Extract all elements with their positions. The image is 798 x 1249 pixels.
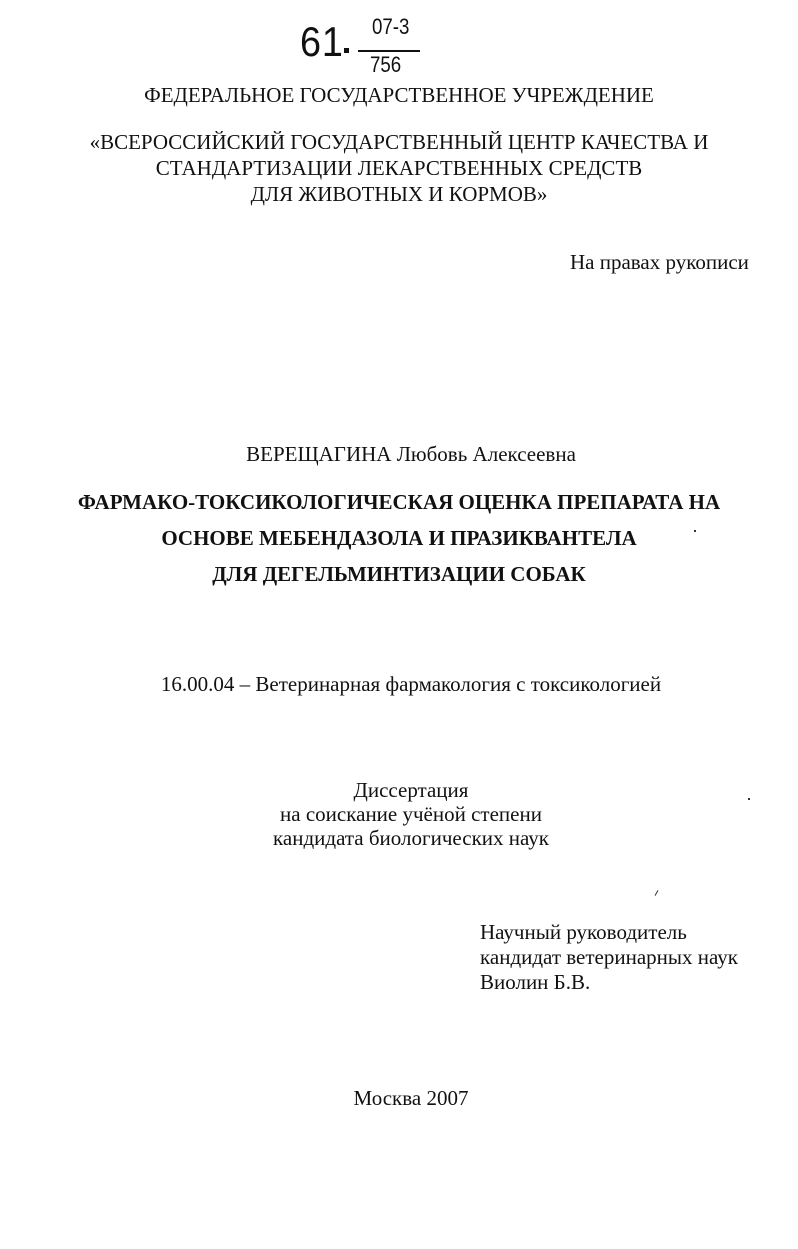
author-name: ВЕРЕЩАГИНА Любовь Алексеевна [246, 442, 576, 466]
institution-type: ФЕДЕРАЛЬНОЕ ГОСУДАРСТВЕННОЕ УЧРЕЖДЕНИЕ [144, 83, 654, 107]
degree-line-1: Диссертация [353, 778, 469, 802]
title-line-3: ДЛЯ ДЕГЕЛЬМИНТИЗАЦИИ СОБАК [212, 562, 586, 586]
supervisor-block [480, 920, 738, 995]
institution-name-line-3: ДЛЯ ЖИВОТНЫХ И КОРМОВ» [250, 182, 548, 206]
scan-speck [655, 890, 659, 896]
rights-note: На правах рукописи [570, 250, 749, 274]
place-year: Москва 2007 [353, 1086, 469, 1110]
supervisor-line-1: Научный руководитель [480, 920, 687, 944]
degree-line-3: кандидата биологических наук [273, 826, 549, 850]
title-line-2: ОСНОВЕ МЕБЕНДАЗОЛА И ПРАЗИКВАНТЕЛА [161, 526, 637, 550]
archive-stamp [300, 12, 440, 77]
title-line-1: ФАРМАКО-ТОКСИКОЛОГИЧЕСКАЯ ОЦЕНКА ПРЕПАРАТА НА [77, 490, 721, 514]
specialty: 16.00.04 – Ветеринарная фармакология с токсикологией [160, 672, 662, 696]
supervisor-line-3: Виолин Б.В. [480, 970, 591, 994]
degree-line-2: на соискание учёной степени [280, 802, 542, 826]
scan-speck [694, 530, 696, 532]
supervisor-line-2: кандидат ветеринарных наук [480, 945, 738, 969]
institution-name-line-2: СТАНДАРТИЗАЦИИ ЛЕКАРСТВЕННЫХ СРЕДСТВ [155, 156, 643, 180]
stamp-numerator: 07-3 [372, 14, 410, 39]
stamp-dash-mark [344, 48, 349, 53]
scan-speck [748, 798, 750, 800]
stamp-denominator: 756 [370, 52, 402, 77]
institution-name-line-1: «ВСЕРОССИЙСКИЙ ГОСУДАРСТВЕННЫЙ ЦЕНТР КАЧЕСТВА И [89, 130, 709, 154]
stamp-number: 61 [300, 18, 344, 65]
